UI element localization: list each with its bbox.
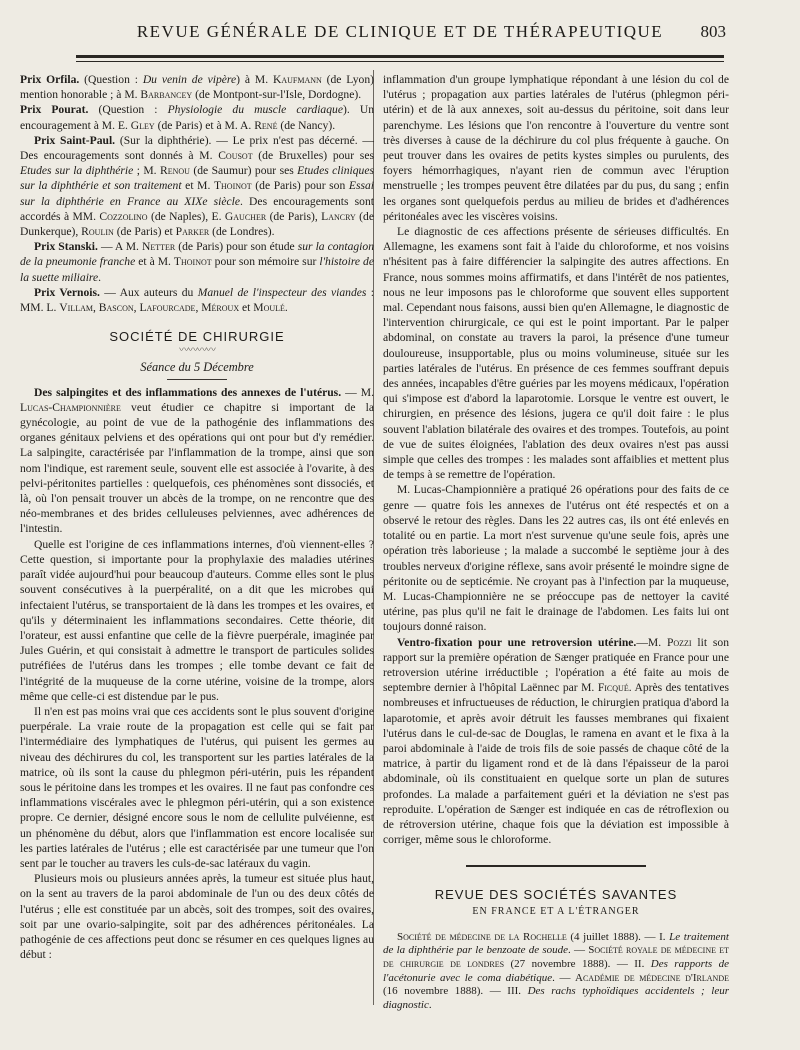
text-run: . — — [552, 971, 576, 984]
text-run: (Sur la diphthérie). — Le prix n'est pas décerné. — Des encouragements sont donnés à M. — [20, 133, 375, 163]
text-run: (de Dunkerque), — [20, 209, 374, 239]
person-name: Bascon — [98, 301, 134, 315]
article-heading: Des salpingites et des inflammations des annexes de l'utérus. — [34, 385, 342, 399]
text-run: veut étudier ce chapitre si important de la gynécologie, au point de vue de la pathogénie des inflammations des organes génitaux pelviens et des opérations qui ont pour but d'y remédier. La salpingite, caractérisée par l'inflammation de la trompe, ainsi que son nom l'indique, est rarement seule, souvent elle est associée à l'ovarite, à des pelvi-péritonites partielles : quelquefois, ces phénomènes sont dissociés, et là, où l'on pensait trouver un abcès de la trompe, on ne rencontre que des néo-membranes et des brides celluleuses pelviennes, avec adhérences de l'intestin. — [20, 400, 374, 536]
article-title: Des rapports de l'acétonurie avec le coma diabétique — [383, 957, 730, 984]
text-run: — Aux auteurs du — [99, 285, 198, 299]
article-ventrofixation-paragraph — [383, 635, 729, 848]
text-run: , — [93, 301, 99, 315]
person-name: Renou — [159, 164, 190, 178]
prize-orfila-paragraph — [20, 72, 374, 102]
work-title: Etudes sur la diphthérie — [20, 164, 134, 178]
person-name: Méroux — [201, 301, 240, 315]
person-name: Lancry — [321, 209, 356, 223]
text-run: : MM. L. — [20, 285, 374, 315]
section-rule — [466, 865, 646, 867]
question-title: Du venin de vipère — [142, 73, 237, 86]
header-rule-thin — [76, 61, 724, 62]
prize-saint-paul-label: Prix Saint-Paul. — [34, 133, 116, 147]
text-run: lit son rapport sur la première opération de Sænger pratiquée en France pour une retroversion utérine irréductible ; l'opération a été faite au mois de septembre dernier à l'hôpital Laënnec par M. — [383, 635, 729, 695]
text-run: (de Naples), E. — [147, 209, 225, 223]
text-run: (de Paris) et — [113, 225, 176, 239]
text-run: (de Paris), — [266, 209, 322, 223]
person-name: Moulé — [253, 301, 285, 315]
text-run: . Après des tentatives nombreuses et infructueuses de réduction, le chirurgien pratiqua d'abord la laparotomie, et après avoir détruit les fausses membranes qui fixaient l'utérus dans le cul-de-sac de Douglas, le ramena en avant et le fixa à la paroi abdominale à l'aide de trois fils de soie passés de chaque côté de la matrice, à partir du ligament rond et de là dans l'épaisseur de la paroi abdominale, où ils constituaient en quelque sorte un plan de sutures profondes. La malade a parfaitement guéri et la déviation ne s'est pas reproduite. L'opération de Sænger est indiquée en cas de rétroflexion ou de rétroversion utérine, chaque fois que la déviation est impossible à corriger, même sous le chloroforme. — [383, 681, 729, 847]
person-name: Lafourcade — [139, 301, 196, 315]
text-run: , — [195, 301, 202, 315]
person-name: Netter — [141, 240, 176, 254]
text-run: (de Paris) et à M. A. — [154, 118, 255, 132]
section-title-revue-societes: REVUE DES SOCIÉTÉS SAVANTES — [434, 887, 678, 903]
body-paragraph: M. Lucas-Championnière a pratiqué 26 opérations pour des faits de ce genre — quatre fois les annexes de l'utérus ont été respectés et on a observé le retour des règles. Dans les 22 autres cas, ils ont été enlevés en totalité ou en partie. La mort n'est survenue qu'une seule fois, après une opération très laborieuse ; la malade a succombé le septième jour à des troubles nerveux d'origine réflexe, sans avoir présenté le moindre signe de péritonite ou de septicémie. Ne croyant pas à l'infection par la muqueuse, M. Lucas-Championnière ne se préoccupe pas de nettoyer la cavité utérine, pas plus qu'il ne fait le drainage de l'abdomen. Les faits lui ont toujours donné raison. — [383, 483, 729, 634]
person-name: Thoinot — [173, 255, 212, 269]
text-run: . — [284, 301, 288, 315]
society-name: Académie de médecine d'Irlande — [575, 971, 729, 984]
article-title: Le traitement de la diphthérie par le benzoate de soude — [383, 930, 729, 957]
section-subtitle: EN FRANCE ET A L'ÉTRANGER — [472, 905, 640, 917]
person-name: Pozzi — [666, 635, 692, 649]
text-run: ; M. — [133, 164, 160, 178]
society-name: Société de médecine de la Rochelle — [397, 930, 567, 943]
question-title: Physiologie du muscle cardiaque — [167, 103, 343, 117]
section-ornament: 〰〰〰〰 — [179, 345, 215, 357]
article-salpingites-paragraph — [20, 385, 374, 537]
text-run: (27 novembre 1888). — II. — [504, 957, 651, 970]
prize-orfila-label: Prix Orfila. — [20, 73, 80, 86]
work-title: Essai sur la diphthérie en France au XIXe siècle — [20, 179, 374, 208]
person-name: Lucas-Championnière — [20, 400, 121, 414]
running-head: REVUE GÉNÉRALE DE CLINIQUE ET DE THÉRAPEUTIQUE — [136, 22, 664, 41]
text-run: (de Bruxelles) pour ses — [252, 149, 374, 163]
text-run: (Question : — [79, 73, 143, 86]
prize-vernois-label: Prix Vernois. — [34, 285, 100, 299]
society-name: Société royale de médecine et de chirurgie de londres — [383, 944, 729, 970]
person-name: Gley — [130, 118, 155, 132]
prize-vernois-paragraph — [20, 285, 374, 315]
section-title-societe-chirurgie: SOCIÉTÉ DE CHIRURGIE — [109, 329, 285, 345]
person-name: Cousot — [218, 149, 253, 163]
person-name: Villam — [59, 301, 93, 315]
text-run: , — [133, 301, 140, 315]
text-run: (de Montpont-sur-l'Isle, Dordogne). — [192, 88, 362, 102]
left-column — [20, 72, 374, 962]
article-title: Des rachs typhoïdiques accidentels ; leur diagnostic — [383, 985, 729, 1011]
text-run: (de Londres). — [209, 225, 275, 239]
person-name: Gaucher — [224, 209, 267, 223]
person-name: Ficqué — [597, 681, 629, 695]
text-run: — A M. — [97, 240, 142, 254]
text-run: ). Un encouragement à M. E. — [20, 103, 374, 132]
person-name: Parker — [175, 225, 210, 239]
body-paragraph: inflammation d'un groupe lymphatique répondant à une lésion du col de l'utérus ; propagation aux parties latérales de l'utérus (phlegmon péri-utérin) et de là aux annexes, soit au-dessus du péritoine, soit dans leur parenchyme. Les lésions que l'on rencontre à l'ouverture du ventre sont très diverses à cause de la déchirure du col plus fréquente à gauche. On peut trouver dans les ovaires de petits kystes simples ou purulents, des foyers hémorrhagiques, n'ayant rien de commun avec l'éruption menstruelle ; les trompes peuvent être dilatées par du pus, du sang ; enfin les organes sont quelquefois perdus au milieu de brides et d'adhérences péritonéales avec les viscères voisins. — [383, 73, 729, 223]
text-run: (4 juillet 1888). — I. — [566, 930, 670, 943]
revue-summary-paragraph — [383, 931, 729, 1013]
text-run: —M. — [636, 635, 667, 649]
work-title: sur la contagion de la pneumonie franche — [20, 240, 374, 269]
text-run: (de Saumur) pour ses — [189, 164, 298, 178]
session-date: Séance du 5 Décembre — [140, 360, 254, 375]
body-paragraph: Il n'en est pas moins vrai que ces accidents sont le plus souvent d'origine puerpérale. La vraie route de la propagation est celle qui se fait par l'intermédiaire des lymphatiques de l'utérus, qui puisent les germes au niveau des déchirures du col, les transportent sur les parties latérales de la matrice, où ils sont la cause du phlegmon péri-utérin, puis les répandent sous le péritoine dans les trompes et les ovaires. Il ne faut pas confondre ces inflammations viscérales avec le phlegmon péri-utérin, qui a son existence propre. Ce dernier, désigné encore sous le nom de cellulite pulvéienne, est un phénomène du début, alors que l'inflammation est encore localisée sur les parties latérales de l'utérus ; elle est caractérisée par une tumeur que l'on sent par le toucher au travers les culs-de-sac latéraux du vagin. — [20, 704, 374, 870]
text-run: et — [239, 301, 254, 315]
body-paragraph: Quelle est l'origine de ces inflammations internes, d'où viennent-elles ? Cette question, si importante pour la prophylaxie des maladies utérines paraît vidée aujourd'hui pour beaucoup d'auteurs. Comme elles sont le plus souvent consécutives à la puerpéralité, on a dit que les microbes qui infectaient l'utérus, se transportaient de là dans les trompes et les ovaires, et qu'ils y déterminaient les inflammations secondaires. Cette théorie, dit l'orateur, est aussi enfantine que celle de la fièvre puerpérale, imaginée par Jules Guérin, et qui consistait à admettre le transport de particules solides putréfiées de l'utérus dans les trompes ; elle tombe devant ce fait de l'intégrité de la muqueuse de la corne utérine, voisine de la trompe, alors même que celle-ci est distendue par le pus. — [20, 537, 374, 703]
person-name: Barbancey — [140, 88, 193, 102]
prize-saint-paul-paragraph — [20, 133, 374, 239]
prize-stanski-paragraph — [20, 239, 374, 285]
text-run: (de Lyon) mention honorable ; à M. — [20, 73, 374, 102]
session-rule — [167, 379, 227, 380]
text-run: . Des encouragements sont accordés à MM. — [20, 194, 374, 223]
text-run: (Question : — [88, 103, 168, 117]
person-name: René — [254, 118, 278, 132]
person-name: Cozzolino — [99, 209, 148, 223]
text-run: . — — [568, 944, 589, 957]
page-number: 803 — [700, 22, 726, 41]
prize-stanski-label: Prix Stanski. — [34, 240, 98, 254]
person-name: Kaufmann — [272, 73, 322, 86]
body-paragraph: Plusieurs mois ou plusieurs années après, la tumeur est située plus haut, on la sent au travers de la paroi abdominale de l'un ou des deux côtés de l'utérus ; elle est constituée par un abcès, soit des trompes, soit des ovaires, soit par une ovario-salpingite, soit par des adhérences péritonéales. La pathogénie de ces affections peut donc se résumer en ces quelques lignes au début : — [20, 872, 374, 962]
work-title: Manuel de l'inspecteur des viandes — [197, 285, 367, 299]
work-title: l'histoire de la suette miliaire — [20, 255, 374, 284]
text-run: . — [98, 270, 102, 284]
text-run: — M. — [341, 385, 374, 399]
prize-pourat-paragraph — [20, 102, 374, 132]
body-paragraph: Le diagnostic de ces affections présente de sérieuses difficultés. En Allemagne, les examens sont fait à l'aide du chloroforme, et nos voisins n'hésitent pas à faire différencier la salpingite des autres affections. En France, nous sommes moins affirmatifs, et dans l'intérêt de nos patientes, nous ne leur imposons pas le chloroforme que souvent elles supportent mal. Cependant nous faisons, aussi bien qu'en Allemagne, le diagnostic de l'intervention chirurgicale, ce qui est le point important. Par le palper abdominal, on constate au travers la paroi, la présence d'une tumeur douloureuse, insupportable, plus ou moins volumineuse, située sur les parties latérales de l'utérus. En présence de ces femmes souffrant depuis des années, incapables d'être guéries par les moyens médicaux, l'opération qui s'impose est d'abord la laparotomie. Lorsque le ventre est ouvert, le chirurgien, en présence des lésions, jugera ce qu'il doit faire : le plus souvent l'ablation bilatérale des ovaires et des trompes. Toutefois, au point de vue de suites éloignées, l'ablation des deux ovaires n'est pas aussi simple que celles des trompes : les malades sont affaiblies et mettent plus de temps à se remettre de l'opération. — [383, 225, 729, 482]
text-run: . — [428, 998, 432, 1011]
person-name: Roulin — [81, 225, 114, 239]
text-run: et à M. — [135, 255, 174, 269]
text-run: (16 novembre 1888). — III. — [383, 985, 528, 998]
text-run: (de Nancy). — [277, 118, 336, 132]
article-heading: Ventro-fixation pour une retroversion utérine. — [397, 635, 637, 649]
text-run: et M. — [181, 179, 214, 193]
text-run: pour son mémoire sur — [211, 255, 320, 269]
header-rule-thick — [76, 55, 724, 58]
text-run: (de Paris) pour son étude — [175, 240, 298, 254]
prize-pourat-label: Prix Pourat. — [20, 103, 89, 117]
revue-societes-section — [383, 865, 729, 1012]
text-run: (de Paris) pour son — [251, 179, 349, 193]
text-run: ) à M. — [236, 73, 273, 86]
right-column — [383, 72, 729, 1012]
person-name: Thoinot — [213, 179, 252, 193]
work-title: Etudes cliniques sur la diphthérie et son traitement — [20, 164, 374, 193]
